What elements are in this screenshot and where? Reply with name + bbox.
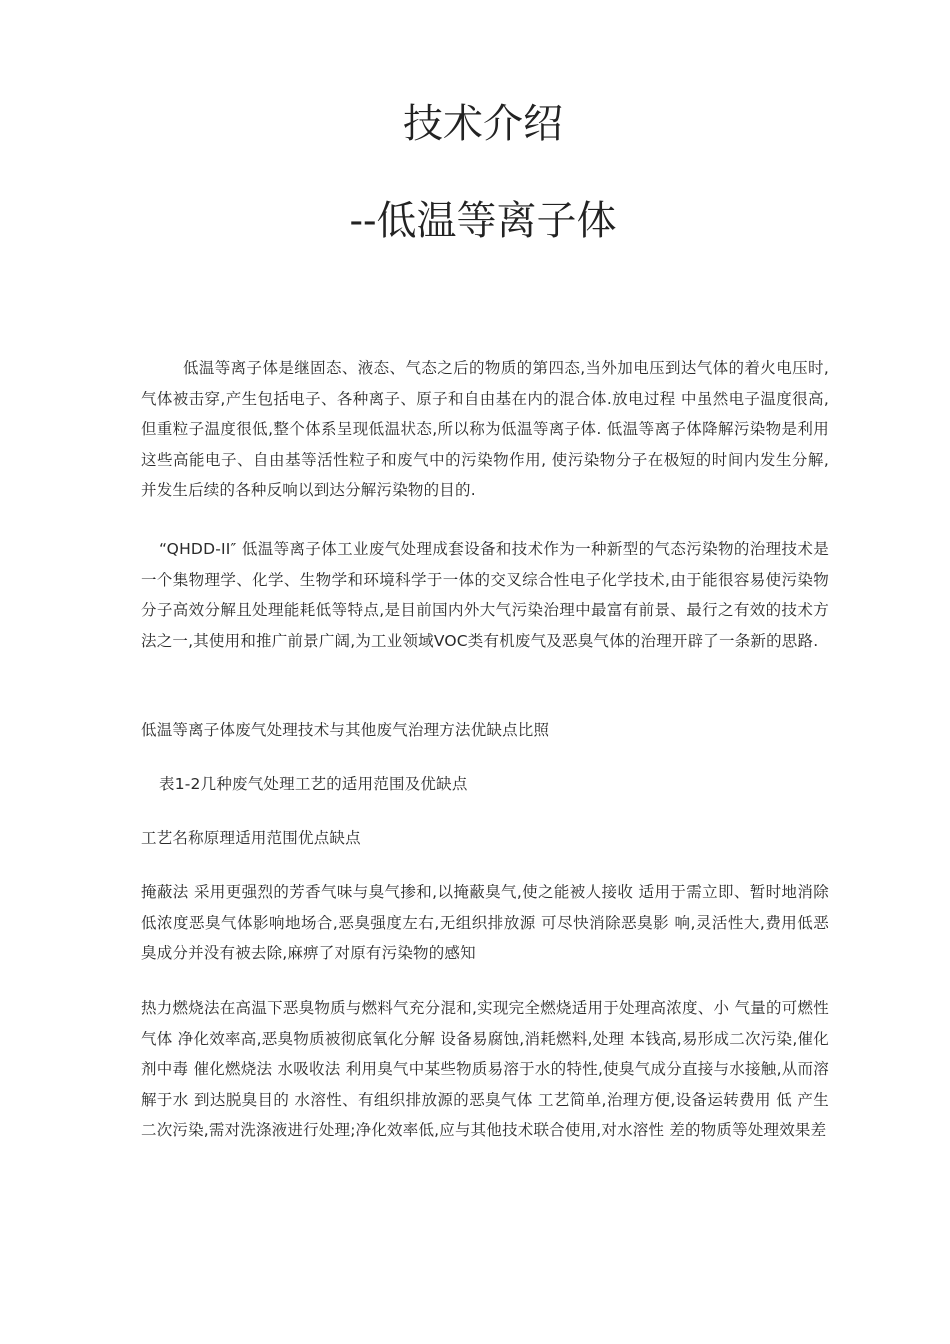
document-subtitle: --低温等离子体 bbox=[349, 198, 617, 244]
paragraph-thermal-combustion: 热力燃烧法在高温下恶臭物质与燃料气充分混和,实现完全燃烧适用于处理高浓度、小 气量的可燃性气体 净化效率高,恶臭物质被彻底氧化分解 设备易腐蚀,消耗燃料,处理 本钱高,易形成二次污染,催化剂中毒 催化燃烧法 水吸收法 利用臭气中某些物质易溶于水的特性,使臭气成分直接与水接触,从而溶解于水 到达脱臭目的 水溶性、有组织排放源的恶臭气体 工艺简单,治理方便,设备运转费用 低 产生二次污染,需对洗涤液进行处理;净化效率低,应与其他技术联合使用,对水溶性 差的物质等处理效果差 bbox=[141, 999, 829, 1139]
document-title: 技术介绍 bbox=[403, 101, 563, 147]
paragraph-intro: 低温等离子体是继固态、液态、气态之后的物质的第四态,当外加电压到达气体的着火电压时,气体被击穿,产生包括电子、各种离子、原子和自由基在内的混合体.放电过程 中虽然电子温度很高,但重粒子温度很低,整个体系呈现低温状态,所以称为低温等离子体. 低温等离子体降解污染物是利用这些高能电子、自由基等活性粒子和废气中的污染物作用, 使污染物分子在极短的时间内发生分解,并发生后续的各种反响以到达分解污染物的目的. bbox=[141, 359, 829, 499]
paragraph-comparison-heading: 低温等离子体废气处理技术与其他废气治理方法优缺点比照 bbox=[141, 721, 550, 739]
paragraph-equipment: “QHDD-II″ 低温等离子体工业废气处理成套设备和技术作为一种新型的气态污染物的治理技术是一个集物理学、化学、生物学和环境科学于一体的交叉综合性电子化学技术,由于能很容易使污染物分子高效分解且处理能耗低等特点,是目前国内外大气污染治理中最富有前景、最行之有效的技术方法之一,其使用和推广前景广阔,为工业领域VOC类有机废气及恶臭气体的治理开辟了一条新的思路. bbox=[141, 540, 829, 650]
paragraph-masking-method: 掩蔽法 采用更强烈的芳香气味与臭气掺和,以掩蔽臭气,使之能被人接收 适用于需立即、暂时地消除低浓度恶臭气体影响地场合,恶臭强度左右,无组织排放源 可尽快消除恶臭影 响,灵活性大,费用低恶臭成分并没有被去除,麻痹了对原有污染物的感知 bbox=[141, 883, 829, 962]
table-caption: 表1-2几种废气处理工艺的适用范围及优缺点 bbox=[159, 775, 468, 793]
table-header-row: 工艺名称原理适用范围优点缺点 bbox=[141, 829, 361, 847]
